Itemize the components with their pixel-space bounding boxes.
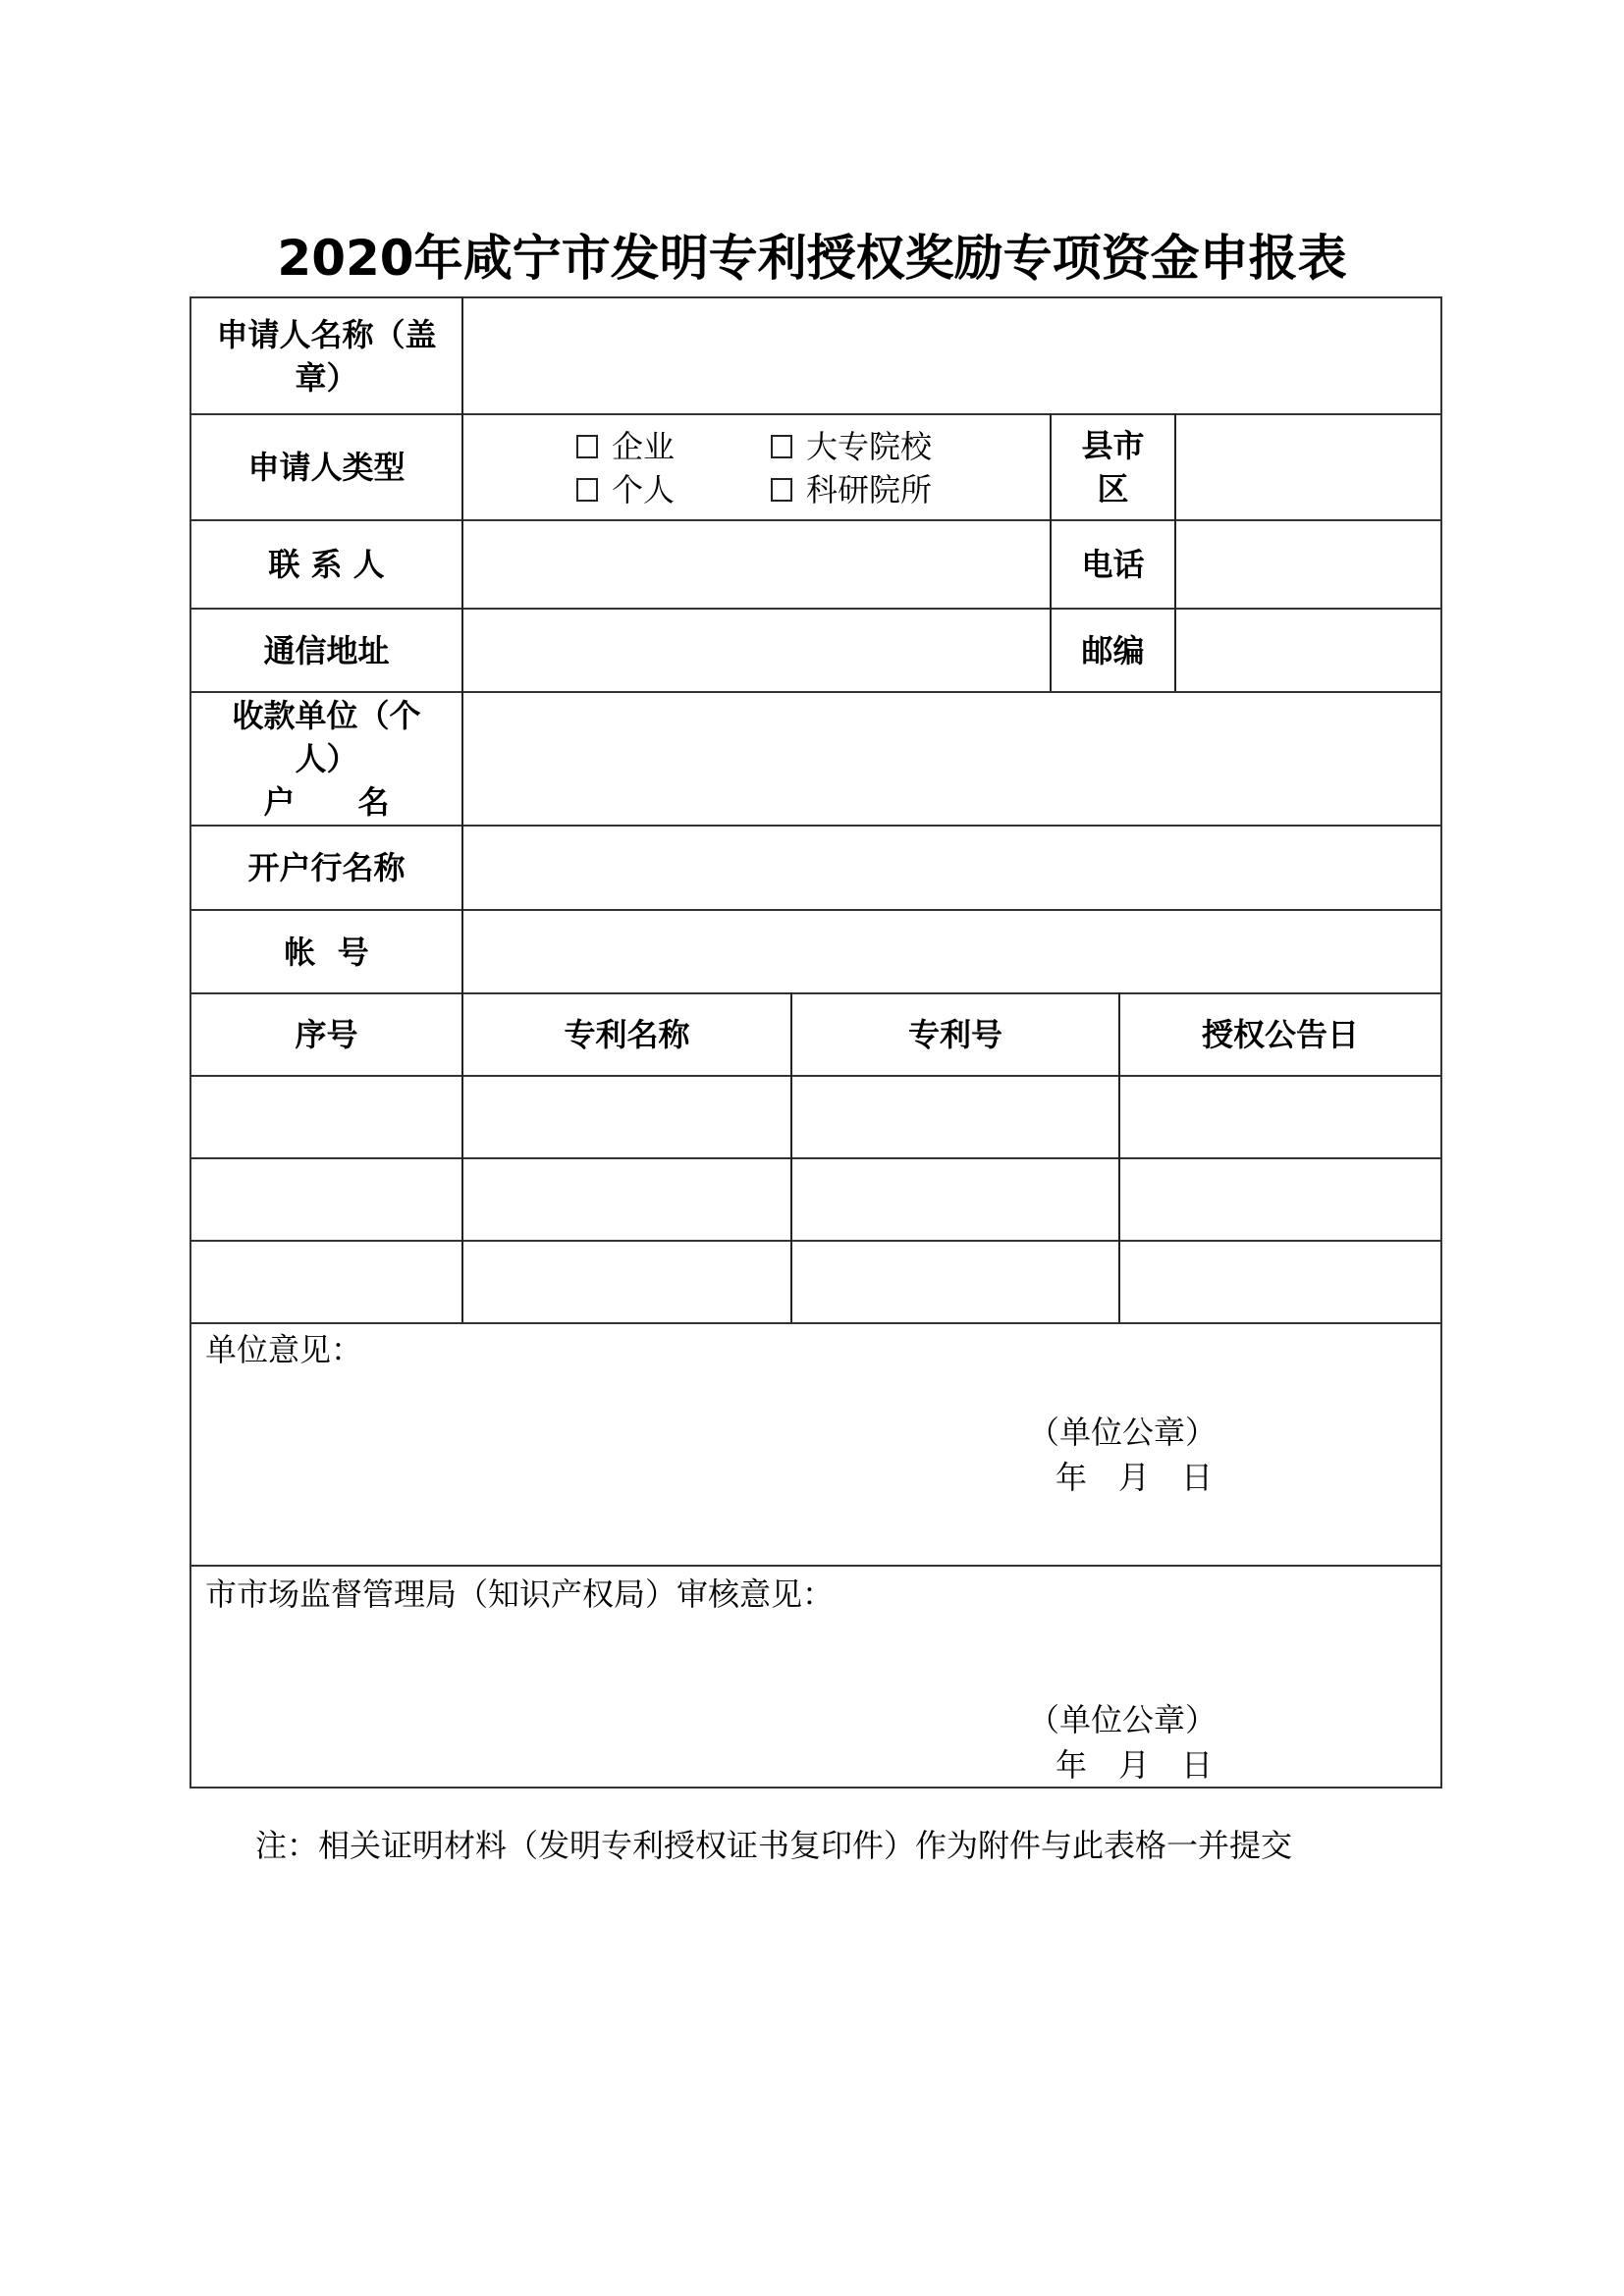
address-field[interactable]: [463, 610, 1050, 691]
header-grant-date: 授权公告日: [1201, 1016, 1359, 1053]
bureau-opinion-label: 市市场监督管理局（知识产权局）审核意见：: [205, 1575, 835, 1613]
phone-label: 电话: [1081, 546, 1145, 583]
payee-label-line3: 户 名: [263, 783, 390, 821]
patent-row-3-number[interactable]: [792, 1242, 1118, 1322]
payee-field[interactable]: [463, 693, 1440, 825]
bureau-opinion-section[interactable]: [191, 1567, 1440, 1787]
county-label: [1052, 415, 1174, 519]
county-field[interactable]: [1176, 415, 1440, 519]
applicant-name-label-line2: 章）: [295, 358, 358, 397]
checkbox-individual[interactable]: [576, 470, 675, 509]
checkbox-college[interactable]: [771, 427, 932, 466]
unit-opinion-section[interactable]: [191, 1324, 1440, 1565]
unit-opinion-date: 年 月 日: [1056, 1459, 1214, 1496]
postcode-label: 邮编: [1081, 631, 1145, 669]
address-label: 通信地址: [263, 631, 390, 669]
postcode-field[interactable]: [1176, 610, 1440, 691]
header-patent-number: 专利号: [907, 1016, 1002, 1053]
patent-row-2-serial[interactable]: [191, 1159, 461, 1240]
patent-row-2-name[interactable]: [463, 1159, 790, 1240]
footnote: 注：相关证明材料（发明专利授权证书复印件）作为附件与此表格一并提交: [255, 1827, 1293, 1864]
payee-label-line1: 收款单位（个: [232, 697, 421, 734]
payee-label-line2: 人）: [295, 740, 358, 777]
patent-row-3-date[interactable]: [1120, 1242, 1440, 1322]
account-field[interactable]: [463, 911, 1440, 992]
header-serial-no: 序号: [295, 1016, 358, 1053]
patent-row-3-serial[interactable]: [191, 1242, 461, 1322]
patent-row-1-date[interactable]: [1120, 1077, 1440, 1157]
contact-field[interactable]: [463, 521, 1050, 608]
patent-row-2-date[interactable]: [1120, 1159, 1440, 1240]
table-border: [189, 1787, 1442, 1789]
phone-field[interactable]: [1176, 521, 1440, 608]
patent-row-1-number[interactable]: [792, 1077, 1118, 1157]
payee-label: [191, 693, 461, 825]
applicant-name-field[interactable]: [463, 298, 1440, 413]
document-title: 2020年咸宁市发明专利授权奖励专项资金申报表: [277, 230, 1347, 287]
checkbox-icon[interactable]: [771, 478, 792, 502]
bureau-opinion-seal: （单位公章）: [1028, 1701, 1218, 1738]
table-border: [1440, 296, 1442, 1789]
header-patent-name: 专利名称: [564, 1016, 690, 1053]
checkbox-enterprise[interactable]: [576, 427, 675, 466]
bank-field[interactable]: [463, 827, 1440, 909]
applicant-type-options: [463, 415, 1050, 519]
applicant-name-label-line1: 申请人名称（盖: [216, 315, 437, 353]
applicant-name-label: [191, 298, 461, 413]
account-label: 帐 号: [284, 933, 369, 971]
patent-row-1-name[interactable]: [463, 1077, 790, 1157]
option-label: 企业: [612, 428, 676, 465]
option-label: 大专院校: [806, 428, 933, 465]
contact-label: 联 系 人: [268, 546, 385, 583]
patent-row-2-number[interactable]: [792, 1159, 1118, 1240]
checkbox-icon[interactable]: [576, 478, 598, 502]
option-label: 科研院所: [806, 471, 933, 508]
bank-label: 开户行名称: [247, 849, 406, 886]
option-label: 个人: [612, 471, 676, 508]
unit-opinion-label: 单位意见：: [205, 1331, 363, 1368]
unit-opinion-seal: （单位公章）: [1028, 1414, 1218, 1451]
checkbox-research-institute[interactable]: [771, 470, 932, 509]
county-label-line1: 县市: [1081, 427, 1145, 464]
county-label-line2: 区: [1097, 470, 1129, 507]
checkbox-icon[interactable]: [771, 435, 792, 458]
patent-row-3-name[interactable]: [463, 1242, 790, 1322]
patent-row-1-serial[interactable]: [191, 1077, 461, 1157]
applicant-type-label: 申请人类型: [247, 449, 406, 486]
bureau-opinion-date: 年 月 日: [1056, 1746, 1214, 1784]
checkbox-icon[interactable]: [576, 435, 598, 458]
